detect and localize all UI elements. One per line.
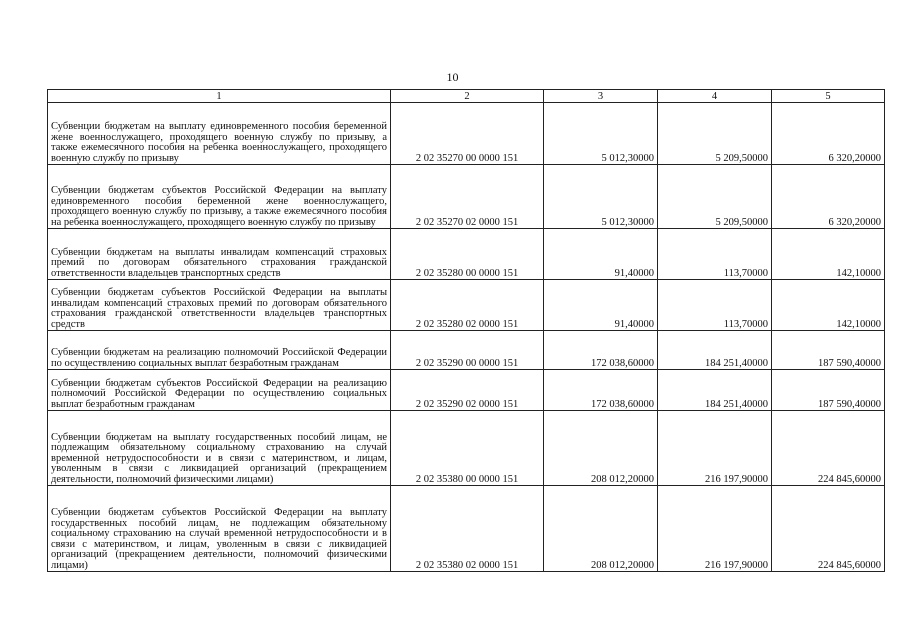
row-value-3: 187 590,40000 [772,331,885,370]
row-code: 2 02 35270 02 0000 151 [391,165,544,229]
row-value-3: 187 590,40000 [772,370,885,411]
row-value-2: 5 209,50000 [658,103,772,165]
row-code: 2 02 35280 00 0000 151 [391,229,544,280]
row-description: Субвенции бюджетам на выплаты инвалидам компенсаций страховых премий по договорам обязательного страхования гражданской ответственности владельцев транспортных средств [48,229,391,280]
row-description: Субвенции бюджетам субъектов Российской Федерации на выплаты инвалидам компенсаций страховых премий по договорам обязательного страхования гражданской ответственности владельцев транспортных средств [48,280,391,331]
row-value-1: 91,40000 [544,280,658,331]
row-value-2: 184 251,40000 [658,370,772,411]
table-row [48,280,885,331]
row-code: 2 02 35380 02 0000 151 [391,486,544,572]
row-description: Субвенции бюджетам субъектов Российской Федерации на реализацию полномочий Российской Федерации по осуществлению социальных выплат безработным гражданам [48,370,391,411]
header-col-1: 1 [48,90,391,103]
row-value-1: 208 012,20000 [544,486,658,572]
budget-table [47,89,885,572]
header-col-4: 4 [658,90,772,103]
table-row [48,103,885,165]
row-description: Субвенции бюджетам субъектов Российской Федерации на выплату государственных пособий лицам, не подлежащим обязательному социальному страхованию на случай временной нетрудоспособности и в связи с материнством, и лицам, уволенным в связи с ликвидацией организаций (прекращением деятельности, полномочий физическими лицами) [48,486,391,572]
row-value-3: 224 845,60000 [772,486,885,572]
page-number: 10 [446,70,459,84]
row-value-2: 113,70000 [658,229,772,280]
table-row [48,486,885,572]
row-value-1: 5 012,30000 [544,165,658,229]
row-value-1: 172 038,60000 [544,370,658,411]
table-header-row [48,90,885,103]
row-value-1: 5 012,30000 [544,103,658,165]
table-row [48,370,885,411]
row-value-1: 208 012,20000 [544,411,658,486]
table-row [48,229,885,280]
row-value-1: 172 038,60000 [544,331,658,370]
header-col-2: 2 [391,90,544,103]
row-value-3: 224 845,60000 [772,411,885,486]
table-row [48,411,885,486]
row-code: 2 02 35280 02 0000 151 [391,280,544,331]
row-value-2: 184 251,40000 [658,331,772,370]
row-description: Субвенции бюджетам на выплату единовременного пособия беременной жене военнослужащего, проходящего военную службу по призыву, а также ежемесячного пособия на ребенка военнослужащего, проходящего военную службу по призыву [48,103,391,165]
row-value-3: 142,10000 [772,280,885,331]
row-value-2: 216 197,90000 [658,411,772,486]
row-code: 2 02 35270 00 0000 151 [391,103,544,165]
row-code: 2 02 35380 00 0000 151 [391,411,544,486]
row-value-1: 91,40000 [544,229,658,280]
row-description: Субвенции бюджетам субъектов Российской Федерации на выплату единовременного пособия беременной жене военнослужащего, проходящего военную службу по призыву, а также ежемесячного пособия на ребенка военнослужащего, проходящего военную службу по призыву [48,165,391,229]
header-col-3: 3 [544,90,658,103]
header-col-5: 5 [772,90,885,103]
row-value-2: 5 209,50000 [658,165,772,229]
table-row [48,331,885,370]
row-description: Субвенции бюджетам на реализацию полномочий Российской Федерации по осуществлению социальных выплат безработным гражданам [48,331,391,370]
row-value-3: 6 320,20000 [772,165,885,229]
row-value-3: 142,10000 [772,229,885,280]
row-code: 2 02 35290 02 0000 151 [391,370,544,411]
row-value-2: 113,70000 [658,280,772,331]
row-value-3: 6 320,20000 [772,103,885,165]
table-row [48,165,885,229]
row-description: Субвенции бюджетам на выплату государственных пособий лицам, не подлежащим обязательному социальному страхованию на случай временной нетрудоспособности и в связи с материнством, и лицам, уволенным в связи с ликвидацией организаций (прекращением деятельности, полномочий физическими лицами) [48,411,391,486]
row-value-2: 216 197,90000 [658,486,772,572]
row-code: 2 02 35290 00 0000 151 [391,331,544,370]
